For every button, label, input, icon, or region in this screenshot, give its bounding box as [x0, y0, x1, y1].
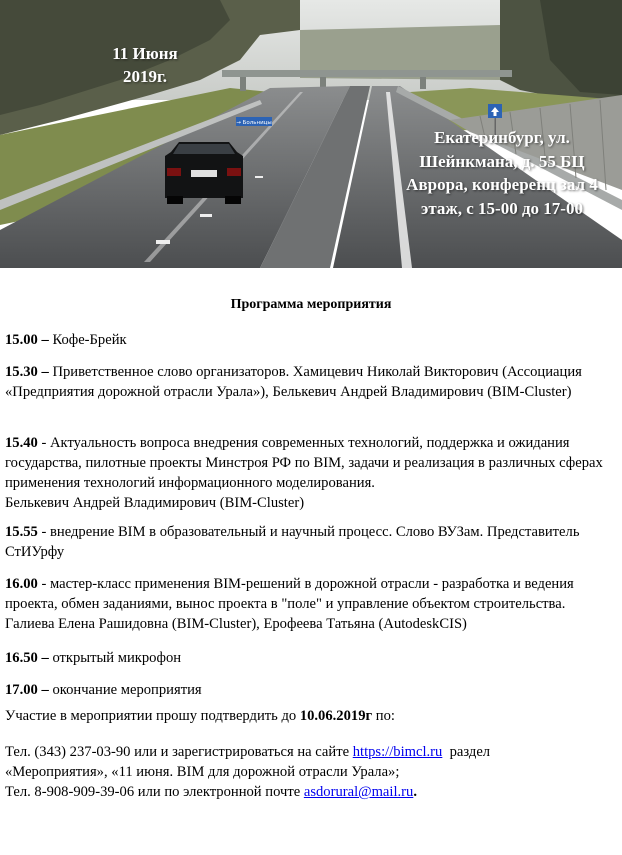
program-item [5, 574, 615, 634]
rsvp-prefix: Участие в мероприятии прошу подтвердить до [5, 708, 300, 724]
item-time: 15.30 [5, 364, 38, 380]
item-time: 17.00 [5, 682, 38, 698]
contact-line-1: Тел. (343) 237-03-90 или и зарегистрироваться на сайте https://bimcl.ru раздел [5, 744, 491, 760]
program-item [5, 522, 615, 562]
item-time: 16.00 [5, 576, 38, 592]
program-item [5, 680, 615, 700]
contacts-block [5, 742, 615, 802]
item-text: Актуальность вопроса внедрения современных технологий, поддержка и ожидания государства, пилотные проекты Минстроя РФ по BIM, задачи и реализация в различных сферах применения технологий информационного моделирования. [5, 435, 603, 491]
rsvp-suffix: по: [372, 708, 395, 724]
item-speaker: Белькевич Андрей Владимирович (BIM-Cluster) [5, 495, 305, 511]
hero-banner [0, 0, 622, 268]
item-time: 15.55 [5, 524, 38, 540]
item-text: окончание мероприятия [52, 682, 202, 698]
item-text: мастер-класс применения BIM-решений в дорожной отрасли - разработка и ведения проекта, обмен заданиями, вынос проекта в "поле" и управление объектом строительства. Галиева Елена Рашидовна (BIM-Cluster), Ерофеева Татьяна (AutodeskCIS) [5, 576, 574, 632]
program-item [5, 330, 615, 350]
program-title: Программа мероприятия [230, 297, 392, 312]
program-item [5, 362, 615, 402]
event-date [100, 42, 190, 88]
program-item [5, 433, 615, 513]
contact-line-3: Тел. 8-908-909-39-06 или по электронной почте asdorural@mail.ru. [5, 784, 417, 800]
item-separator: – [37, 364, 53, 380]
item-separator: – [37, 650, 53, 666]
road-sign-label: → Больницы [236, 120, 272, 126]
item-separator: - [37, 524, 51, 540]
site-link[interactable]: https://bimcl.ru [352, 744, 443, 760]
car [165, 142, 243, 204]
item-time: 16.50 [5, 650, 38, 666]
contact-line-2: «Мероприятия», «11 июня. BIM для дорожной отрасли Урала»; [5, 764, 400, 780]
event-date-day: 11 Июня [112, 44, 178, 63]
rsvp-line [5, 706, 615, 726]
rsvp-deadline: 10.06.2019г [299, 708, 373, 724]
item-time: 15.40 [5, 435, 38, 451]
program-item [5, 648, 615, 668]
event-venue: Екатеринбург, ул. Шейнкмана, д. 55 БЦ Аврора, конференц зал 4 этаж, с 15-00 до 17-00 [406, 128, 598, 218]
event-date-year: 2019г. [122, 67, 168, 86]
email-link[interactable]: asdorural@mail.ru [303, 784, 414, 800]
item-text: Приветственное слово организаторов. Хамицевич Николай Викторович (Ассоциация «Предприятия дорожной отрасли Урала»), Белькевич Андрей Владимирович (BIM-Cluster) [5, 364, 582, 400]
item-text: открытый микрофон [52, 650, 182, 666]
item-separator: - [37, 576, 51, 592]
item-separator: - [37, 435, 51, 451]
item-separator: – [37, 332, 53, 348]
item-text: внедрение BIM в образовательный и научный процесс. Слово ВУЗам. Представитель СтИУрфу [5, 524, 580, 560]
overpass [222, 70, 512, 77]
item-text: Кофе-Брейк [52, 332, 127, 348]
item-separator: – [37, 682, 53, 698]
item-time: 15.00 [5, 332, 38, 348]
